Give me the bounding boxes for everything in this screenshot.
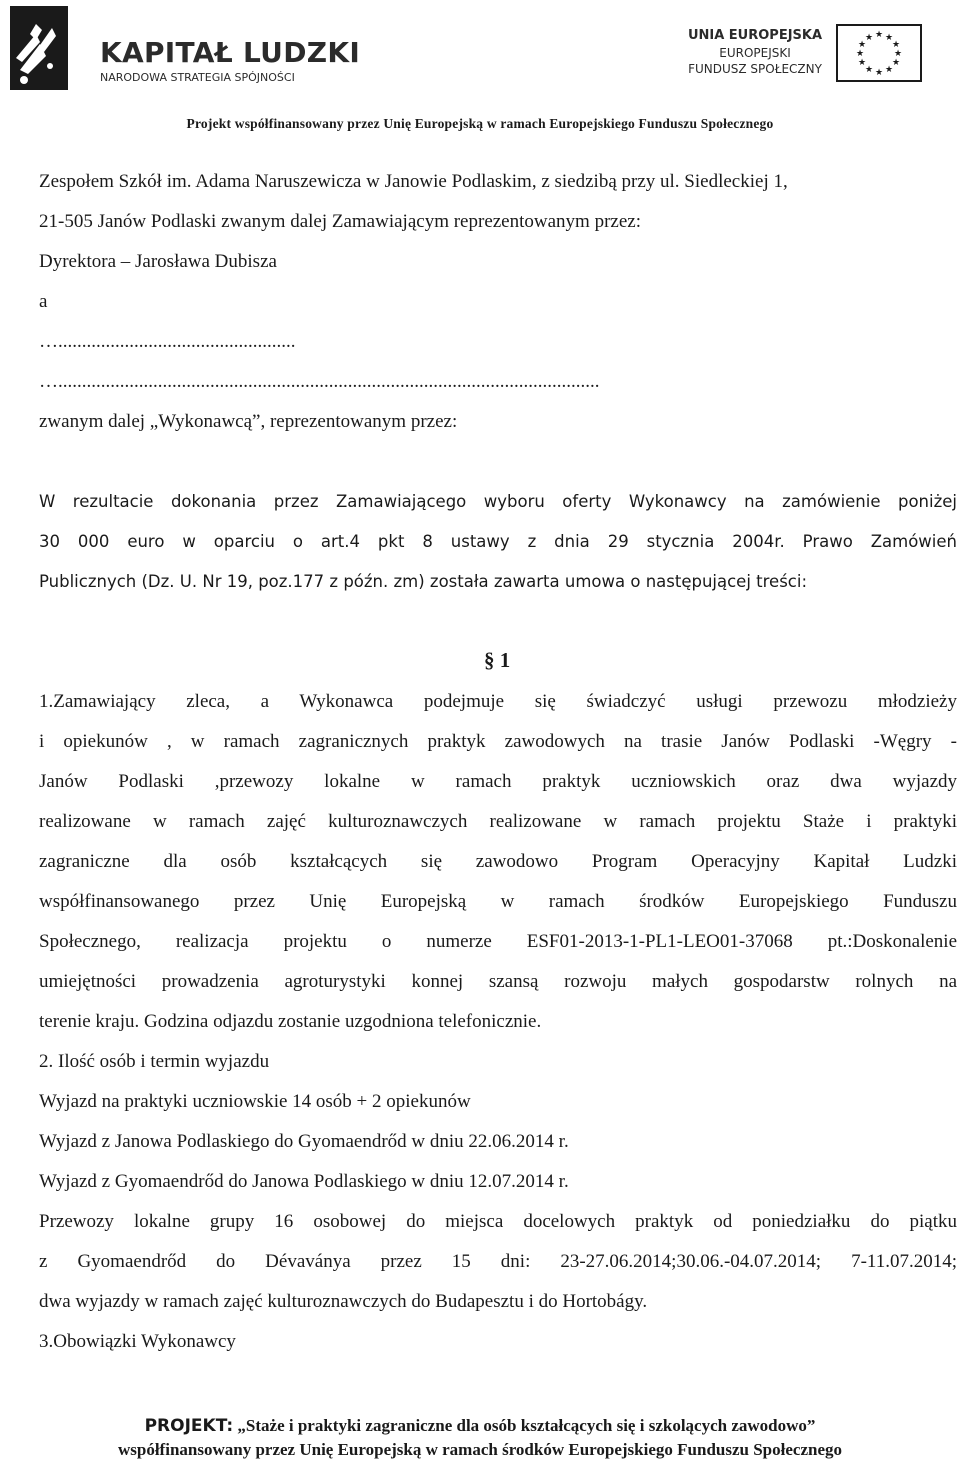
footer-project-title: „Staże i praktyki zagraniczne dla osób kształcących się i szkolących zawodowo” bbox=[237, 1416, 816, 1435]
point-1-paragraph bbox=[39, 682, 957, 1042]
svg-text:★: ★ bbox=[857, 58, 867, 68]
point-2-line: Wyjazd z Gyomaendrőd do Janowa Podlaskiego w dniu 12.07.2014 r. bbox=[39, 1171, 569, 1192]
point-1-line: i opiekunów , w ramach zagranicznych praktyk zawodowych na trasie Janów Podlaski -Węgry - bbox=[39, 731, 957, 752]
parties-connector: a bbox=[39, 291, 48, 312]
parties-line: Dyrektora – Jarosława Dubisza bbox=[39, 251, 277, 272]
svg-text:★: ★ bbox=[874, 68, 884, 78]
point-2-heading: 2. Ilość osób i termin wyjazdu bbox=[39, 1051, 270, 1072]
point-1-line: Społecznego, realizacja projektu o numerze ESF01-2013-1-PL1-LEO01-37068 pt.:Doskonalenie bbox=[39, 931, 957, 952]
intro-line: Publicznych (Dz. U. Nr 19, poz.177 z późn. zm) została zawarta umowa o następującej treści: bbox=[39, 572, 808, 591]
point-1-line: 1.Zamawiający zleca, a Wykonawca podejmuje się świadczyć usługi przewozu młodzieży bbox=[39, 691, 957, 712]
kapital-ludzki-emblem-icon bbox=[6, 4, 70, 92]
point-1-line: realizowane w ramach zajęć kulturoznawczych realizowane w ramach projektu Staże i praktyki bbox=[39, 811, 957, 832]
point-2-line: Przewozy lokalne grupy 16 osobowej do miejsca docelowych praktyk od poniedziałku do piątku bbox=[39, 1211, 957, 1232]
eu-text bbox=[680, 26, 830, 77]
page-footer bbox=[0, 1414, 960, 1462]
point-1-line: współfinansowanego przez Unię Europejską w ramach środków Europejskiego Funduszu bbox=[39, 891, 957, 912]
parties-line: zwanym dalej „Wykonawcą”, reprezentowanym przez: bbox=[39, 411, 458, 432]
intro-paragraph bbox=[39, 482, 957, 602]
contractor-placeholder-dots: ….................................................................................................................. bbox=[39, 371, 600, 392]
svg-text:★: ★ bbox=[864, 33, 874, 43]
svg-text:★: ★ bbox=[874, 30, 884, 40]
point-3-heading: 3.Obowiązki Wykonawcy bbox=[39, 1331, 236, 1352]
point-2-line: dwa wyjazdy w ramach zajęć kulturoznawczych do Budapesztu i do Hortobágy. bbox=[39, 1291, 648, 1312]
svg-text:★: ★ bbox=[884, 65, 894, 75]
contractor-placeholder-dots: ….................................................. bbox=[39, 331, 296, 352]
point-2-block bbox=[39, 1042, 957, 1362]
eu-line2: EUROPEJSKI bbox=[719, 46, 791, 60]
svg-text:★: ★ bbox=[893, 49, 903, 59]
kapital-ludzki-logo bbox=[6, 4, 361, 94]
parties-line: 21-505 Janów Podlaski zwanym dalej Zamawiającym reprezentowanym przez: bbox=[39, 211, 641, 232]
svg-text:★: ★ bbox=[864, 65, 874, 75]
section-heading: § 1 bbox=[484, 648, 511, 672]
footer-cofinancing-line: współfinansowany przez Unię Europejską w ramach środków Europejskiego Funduszu Społecznego bbox=[117, 1440, 842, 1459]
svg-text:★: ★ bbox=[855, 49, 865, 59]
point-2-line: z Gyomaendrőd do Dévaványa przez 15 dni: 23-27.06.2014;30.06.-04.07.2014; 7-11.07.2014; bbox=[39, 1251, 957, 1272]
eu-logo bbox=[680, 24, 940, 94]
point-1-line: umiejętności prowadzenia agroturystyki konnej szansą rozwoju małych gospodarstw rolnych na bbox=[39, 971, 957, 992]
svg-text:★: ★ bbox=[891, 58, 901, 68]
svg-text:★: ★ bbox=[884, 33, 894, 43]
eu-line3: FUNDUSZ SPOŁECZNY bbox=[688, 62, 822, 76]
point-2-line: Wyjazd z Janowa Podlaskiego do Gyomaendrőd w dniu 22.06.2014 r. bbox=[39, 1131, 569, 1152]
intro-line: 30 000 euro w oparciu o art.4 pkt 8 ustawy z dnia 29 stycznia 2004r. Prawo Zamówień bbox=[39, 532, 957, 551]
footer-project-label: PROJEKT: bbox=[144, 1416, 234, 1436]
kapital-ludzki-subtitle: NARODOWA STRATEGIA SPÓJNOŚCI bbox=[100, 71, 295, 84]
kapital-ludzki-title: KAPITAŁ LUDZKI bbox=[100, 36, 361, 69]
eu-line1: UNIA EUROPEJSKA bbox=[687, 28, 823, 43]
intro-line: W rezultacie dokonania przez Zamawiającego wyboru oferty Wykonawcy na zamówienie poniżej bbox=[39, 492, 957, 511]
point-1-line: zagraniczne dla osób kształcących się zawodowo Program Operacyjny Kapitał Ludzki bbox=[39, 851, 957, 872]
point-1-line: Janów Podlaski ,przewozy lokalne w ramach praktyk uczniowskich oraz dwa wyjazdy bbox=[39, 771, 957, 792]
project-cofinancing-line: Projekt współfinansowany przez Unię Europejską w ramach Europejskiego Funduszu Społecznego bbox=[186, 116, 774, 131]
eu-flag-icon bbox=[836, 24, 922, 82]
footer-project-line bbox=[0, 1414, 960, 1438]
svg-text:★: ★ bbox=[891, 40, 901, 50]
svg-text:★: ★ bbox=[857, 40, 867, 50]
parties-block bbox=[39, 162, 957, 442]
parties-line: Zespołem Szkół im. Adama Naruszewicza w Janowie Podlaskim, z siedzibą przy ul. Siedleckiej 1, bbox=[39, 171, 788, 192]
point-2-line: Wyjazd na praktyki uczniowskie 14 osób + 2 opiekunów bbox=[39, 1091, 471, 1112]
point-1-line: terenie kraju. Godzina odjazdu zostanie uzgodniona telefonicznie. bbox=[39, 1011, 542, 1032]
